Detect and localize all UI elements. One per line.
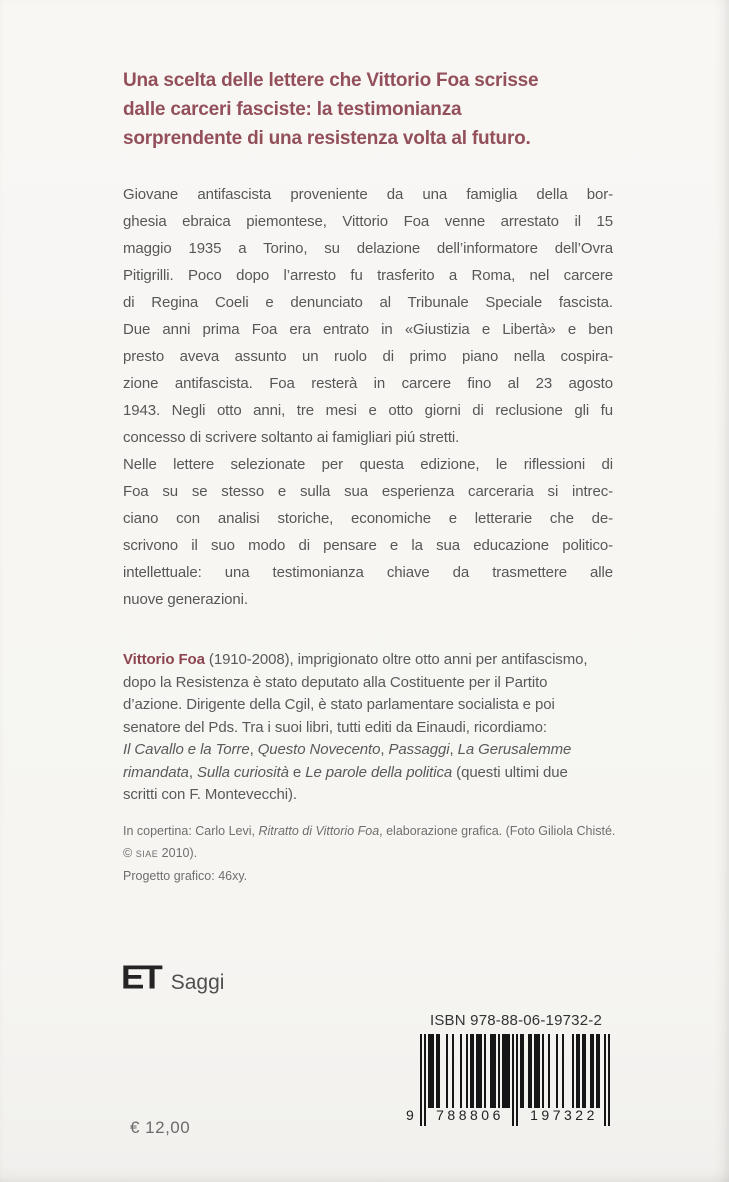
isbn-block <box>406 1012 614 1128</box>
body-line: Nelle lettere selezionate per questa edizione, le riflessioni di <box>123 456 613 473</box>
body-line: presto aveva assunto un ruolo di primo piano nella cospira- <box>123 348 613 365</box>
body-text <box>123 181 613 613</box>
body-line: Due anni prima Foa era entrato in «Giustizia e Libertà» e ben <box>123 321 613 338</box>
body-line: maggio 1935 a Torino, su delazione dell’informatore dell’Ovra <box>123 240 613 257</box>
bio-text <box>123 649 643 807</box>
body-line: Giovane antifascista proveniente da una famiglia della bor- <box>123 186 613 203</box>
text-segment: Sulla curiosità <box>196 763 289 781</box>
body-line: ciano con analisi storiche, economiche e letterarie che de- <box>123 510 613 527</box>
text-segment: , <box>188 763 197 781</box>
barcode-module <box>608 1034 610 1126</box>
text-line <box>123 762 643 785</box>
text-line <box>123 717 643 740</box>
body-line: nuove generazioni. <box>123 591 248 608</box>
headline-line: sorprendente di una resistenza volta al futuro. <box>123 128 531 149</box>
text-segment: (1910-2008), imprigionato oltre otto anni per antifascismo, <box>204 651 588 668</box>
paragraph <box>123 181 613 451</box>
headline <box>123 66 628 153</box>
paragraph <box>123 451 613 613</box>
text-line <box>123 649 643 672</box>
barcode-digit-group: 197322 <box>530 1107 598 1123</box>
body-line: zione antifascista. Foa resterà in carcere fino al 23 agosto <box>123 375 613 392</box>
text-line <box>123 672 643 695</box>
text-line <box>123 784 643 807</box>
body-line: Foa su se stesso e sulla sua esperienza carceraria si intrec- <box>123 483 613 500</box>
price-label: € 12,00 <box>130 1118 191 1137</box>
text-segment: , <box>249 741 258 758</box>
barcode-digit-group: 9 <box>406 1107 414 1123</box>
text-line <box>123 820 668 842</box>
text-segment: Progetto grafico: 46xy. <box>123 869 248 883</box>
text-line <box>123 842 668 865</box>
barcode <box>406 1034 614 1128</box>
series-logo <box>121 958 224 998</box>
et-logo-mark: ET <box>121 959 160 997</box>
credits-text <box>123 820 668 887</box>
body-line: di Regina Coeli e denunciato al Tribunale Speciale fascista. <box>123 294 613 311</box>
text-segment: © <box>123 846 136 860</box>
body-line: scrivono il suo modo di pensare e la sua educazione politico- <box>123 537 613 554</box>
text-segment: Passaggi <box>388 741 450 758</box>
text-segment: scritti con F. Montevecchi). <box>123 786 297 803</box>
text-segment: Le parole della politica <box>305 763 453 781</box>
body-line: concesso di scrivere soltanto ai famigliari piú stretti. <box>123 429 460 446</box>
headline-line: Una scelta delle lettere che Vittorio Foa scrisse <box>123 70 539 91</box>
body-line: 1943. Negli otto anni, tre mesi e otto giorni di reclusione gli fu <box>123 402 613 419</box>
text-segment: , elaborazione grafica. (Foto Giliola Chisté. <box>379 824 616 838</box>
text-segment: , <box>380 741 389 758</box>
text-line <box>123 865 668 887</box>
author-name: Vittorio Foa <box>123 651 205 668</box>
text-segment: rimandata <box>123 763 189 781</box>
text-line <box>123 739 643 762</box>
text-segment: In copertina: Carlo Levi, <box>123 824 259 838</box>
barcode-digit-group: 788806 <box>436 1107 504 1123</box>
text-segment: e <box>288 763 306 781</box>
headline-line: dalle carceri fasciste: la testimonianza <box>123 99 462 120</box>
text-segment: 2010). <box>158 846 198 860</box>
text-segment: Il Cavallo e la Torre <box>123 741 250 758</box>
text-segment: senatore del Pds. Tra i suoi libri, tutti editi da Einaudi, ricordiamo: <box>123 718 547 736</box>
text-segment: Ritratto di Vittorio Foa <box>258 824 380 838</box>
text-segment: (questi ultimi due <box>452 763 568 781</box>
text-segment: SIAE <box>135 849 159 859</box>
body-line: Pitigrilli. Poco dopo l’arresto fu trasferito a Roma, nel carcere <box>123 267 613 284</box>
body-line: ghesia ebraica piemontese, Vittorio Foa venne arrestato il 15 <box>123 213 613 230</box>
text-segment: dopo la Resistenza è stato deputato alla Costituente per il Partito <box>123 673 548 691</box>
body-line: intellettuale: una testimonianza chiave da trasmettere alle <box>123 564 613 581</box>
text-line <box>123 694 643 717</box>
text-segment: d’azione. Dirigente della Cgil, è stato parlamentare socialista e poi <box>123 696 555 713</box>
text-segment: Questo Novecento <box>257 741 381 758</box>
series-name-label: Saggi <box>170 971 225 994</box>
isbn-label: ISBN 978-88-06-19732-2 <box>429 1012 602 1029</box>
text-segment: La Gerusalemme <box>457 741 572 758</box>
text-segment: , <box>449 741 458 758</box>
